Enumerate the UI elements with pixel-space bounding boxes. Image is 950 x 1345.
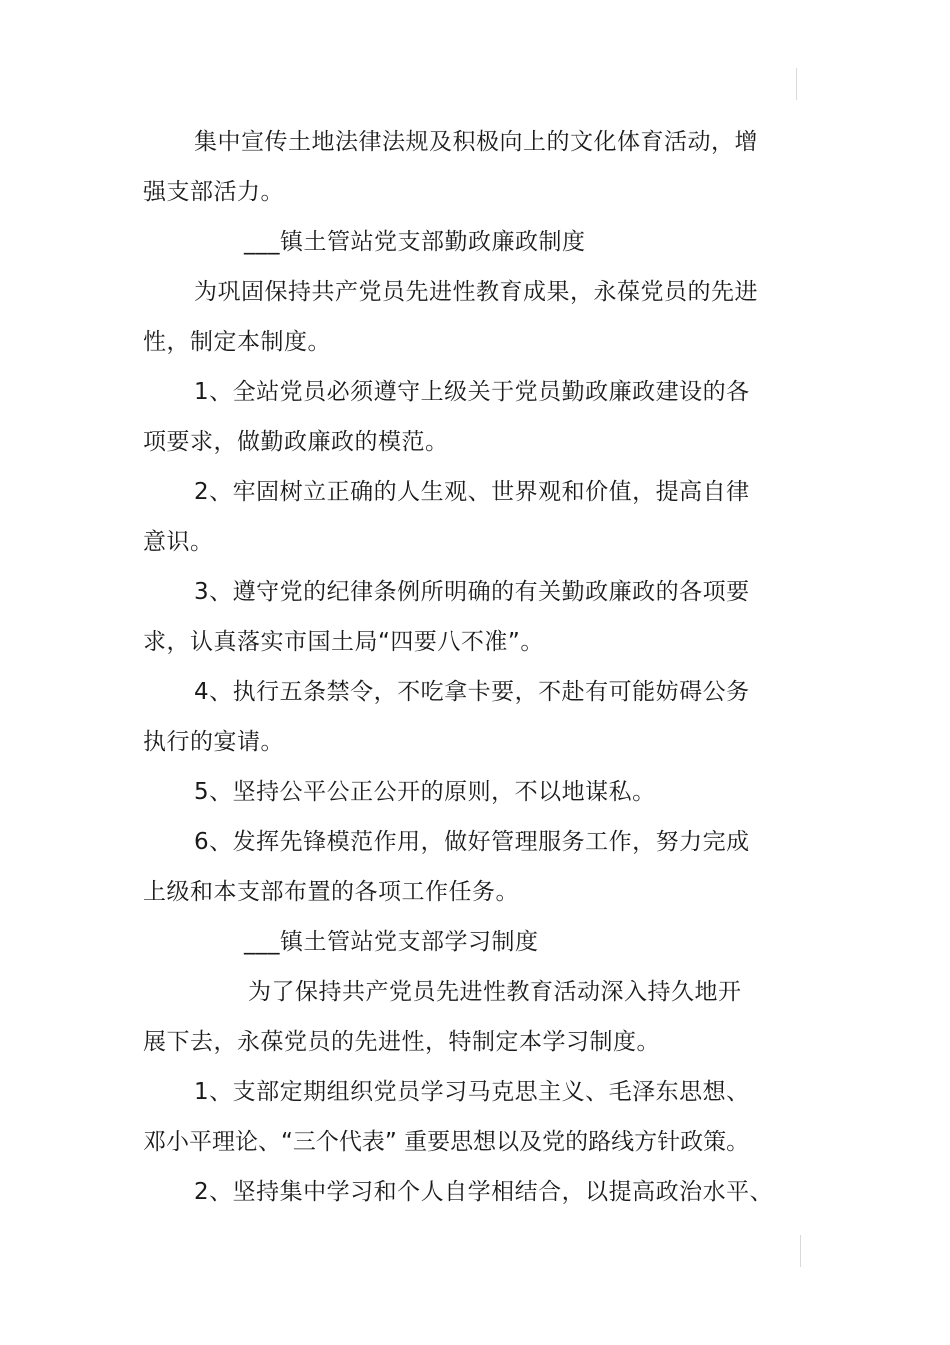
paragraph-line: 4、执行五条禁令，不吃拿卡要，不赴有可能妨碍公务 <box>194 679 750 705</box>
paragraph-line: 性，制定本制度。 <box>143 329 331 355</box>
paragraph-line: 项要求，做勤政廉政的模范。 <box>143 429 449 455</box>
paragraph-line: 邓小平理论、“三个代表” 重要思想以及党的路线方针政策。 <box>143 1129 750 1155</box>
paragraph-line: 求，认真落实市国土局“四要八不准”。 <box>143 629 544 655</box>
paragraph-line: 2、坚持集中学习和个人自学相结合，以提高政治水平、 <box>194 1179 774 1205</box>
paragraph-line: 强支部活力。 <box>143 179 284 205</box>
paragraph-line: 6、发挥先锋模范作用，做好管理服务工作，努力完成 <box>194 829 750 855</box>
crop-mark-top-right <box>796 68 797 100</box>
section-title: ___镇土管站党支部勤政廉政制度 <box>244 229 586 255</box>
paragraph-line: 3、遵守党的纪律条例所明确的有关勤政廉政的各项要 <box>194 579 750 605</box>
paragraph-line: 展下去，永葆党员的先进性，特制定本学习制度。 <box>143 1029 660 1055</box>
paragraph-line: 5、坚持公平公正公开的原则，不以地谋私。 <box>194 779 656 805</box>
paragraph-line: 集中宣传土地法律法规及积极向上的文化体育活动，增 <box>194 129 758 155</box>
paragraph-line: 1、支部定期组织党员学习马克思主义、毛泽东思想、 <box>194 1079 750 1105</box>
section-title: ___镇土管站党支部学习制度 <box>244 929 539 955</box>
paragraph-line: 为巩固保持共产党员先进性教育成果，永葆党员的先进 <box>194 279 758 305</box>
crop-mark-bottom-right <box>800 1235 801 1267</box>
paragraph-line: 为了保持共产党员先进性教育活动深入持久地开 <box>248 979 742 1005</box>
paragraph-line: 2、牢固树立正确的人生观、世界观和价值，提高自律 <box>194 479 750 505</box>
paragraph-line: 1、全站党员必须遵守上级关于党员勤政廉政建设的各 <box>194 379 750 405</box>
paragraph-line: 上级和本支部布置的各项工作任务。 <box>143 879 519 905</box>
paragraph-line: 执行的宴请。 <box>143 729 284 755</box>
paragraph-line: 意识。 <box>143 529 214 555</box>
